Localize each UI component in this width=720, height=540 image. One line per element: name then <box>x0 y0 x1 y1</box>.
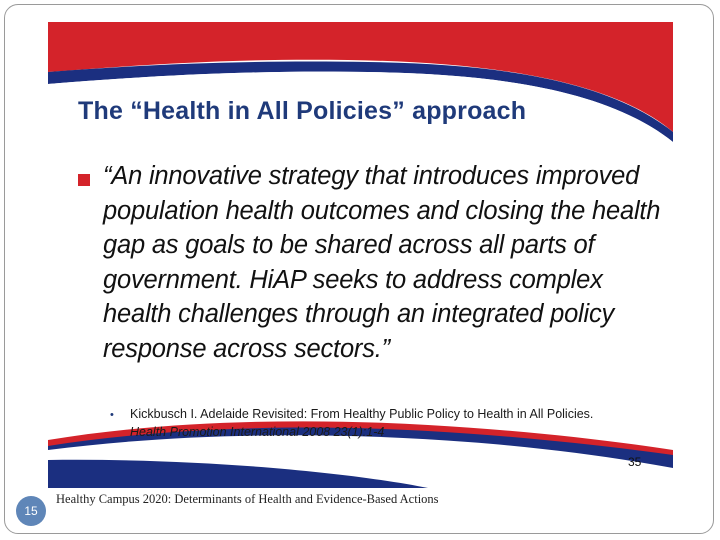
quote-text: “An innovative strategy that introduces improved population health outcomes and closing the health gap as goals to be shared across all parts of government. HiAP seeks to address complex health challenges through an integrated policy response across sectors.” <box>103 162 661 363</box>
reference-journal: Health Promotion International 2008 23(1):1-4 <box>130 425 385 439</box>
red-square-bullet-icon <box>78 174 90 186</box>
page-number-badge: 15 <box>16 496 46 526</box>
reference-citation <box>130 405 650 441</box>
embedded-slide <box>48 22 673 488</box>
slide-title: The “Health in All Policies” approach <box>78 97 527 125</box>
reference-author-title: Kickbusch I. Adelaide Revisited: From Healthy Public Policy to Health in All Policies. <box>130 407 594 421</box>
small-dot-bullet-icon: • <box>110 409 114 421</box>
footer-text: Healthy Campus 2020: Determinants of Health and Evidence-Based Actions <box>56 492 439 506</box>
inner-slide-number: 35 <box>628 455 642 469</box>
